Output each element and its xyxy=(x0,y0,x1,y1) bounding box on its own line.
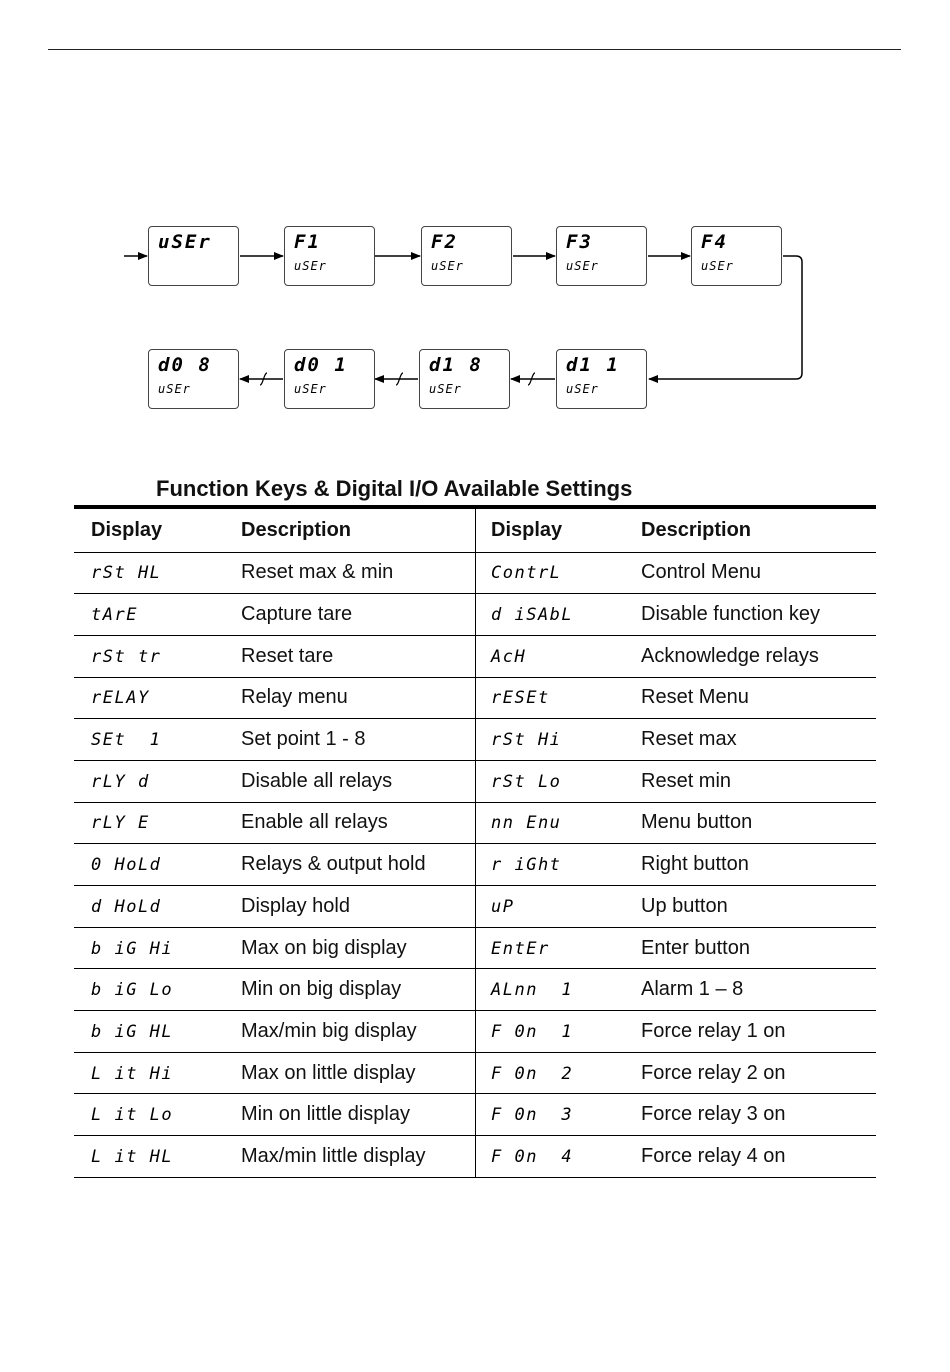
seven-segment-code: ALnn 1 xyxy=(491,980,574,1001)
display-sub-text: uSEr xyxy=(429,382,462,396)
display-main-text: d0 1 xyxy=(294,354,348,376)
display-d08 xyxy=(148,349,239,409)
table-row xyxy=(74,1011,876,1053)
cell-display-code xyxy=(74,969,241,1011)
cell-description: Force relay 4 on xyxy=(641,1136,876,1178)
display-main-text: F4 xyxy=(701,231,728,253)
display-main-text: d0 8 xyxy=(158,354,212,376)
cell-display-code xyxy=(74,844,241,886)
header-description: Description xyxy=(241,507,476,552)
seven-segment-code: nn Enu xyxy=(491,813,562,834)
display-main-text: F1 xyxy=(294,231,321,253)
display-sub-text: uSEr xyxy=(431,259,464,273)
cell-description: Disable all relays xyxy=(241,760,476,802)
cell-description: Force relay 1 on xyxy=(641,1011,876,1053)
settings-table xyxy=(74,505,876,1178)
seven-segment-code: F 0n 2 xyxy=(491,1063,574,1084)
display-d01 xyxy=(284,349,375,409)
display-f3 xyxy=(556,226,647,286)
cell-display-code xyxy=(476,927,642,969)
table-row xyxy=(74,635,876,677)
display-d11 xyxy=(556,349,647,409)
display-main-text: d1 1 xyxy=(566,354,620,376)
cell-display-code xyxy=(74,1052,241,1094)
cell-description: Reset max & min xyxy=(241,552,476,594)
seven-segment-code: tArE xyxy=(91,605,138,626)
seven-segment-code: L it HL xyxy=(91,1146,174,1167)
cell-display-code xyxy=(476,886,642,928)
display-f2 xyxy=(421,226,512,286)
display-sub-text: uSEr xyxy=(566,259,599,273)
seven-segment-code: 0 HoLd xyxy=(91,855,162,876)
cell-display-code xyxy=(74,594,241,636)
seven-segment-code: SEt 1 xyxy=(91,730,162,751)
cell-display-code xyxy=(74,677,241,719)
header-display: Display xyxy=(476,507,642,552)
seven-segment-code: AcH xyxy=(491,646,527,667)
cell-description: Force relay 2 on xyxy=(641,1052,876,1094)
cell-description: Enable all relays xyxy=(241,802,476,844)
seven-segment-code: d iSAbL xyxy=(491,605,574,626)
seven-segment-code: L it Lo xyxy=(91,1105,174,1126)
seven-segment-code: rSt HL xyxy=(91,563,162,584)
cell-description: Up button xyxy=(641,886,876,928)
cell-display-code xyxy=(476,802,642,844)
cell-display-code xyxy=(476,719,642,761)
header-description: Description xyxy=(641,507,876,552)
cell-description: Relays & output hold xyxy=(241,844,476,886)
cell-description: Reset max xyxy=(641,719,876,761)
cell-display-code xyxy=(476,760,642,802)
seven-segment-code: F 0n 3 xyxy=(491,1105,574,1126)
display-main-text: d1 8 xyxy=(429,354,483,376)
cell-display-code xyxy=(476,594,642,636)
cell-display-code xyxy=(476,969,642,1011)
menu-flow-diagram xyxy=(0,0,950,440)
cell-display-code xyxy=(476,1052,642,1094)
table-row xyxy=(74,886,876,928)
cell-description: Max/min little display xyxy=(241,1136,476,1178)
cell-display-code xyxy=(74,1136,241,1178)
cell-display-code xyxy=(476,677,642,719)
cell-display-code xyxy=(476,552,642,594)
seven-segment-code: F 0n 4 xyxy=(491,1146,574,1167)
seven-segment-code: L it Hi xyxy=(91,1063,174,1084)
cell-description: Control Menu xyxy=(641,552,876,594)
display-f1 xyxy=(284,226,375,286)
seven-segment-code: rELAY xyxy=(91,688,150,709)
cell-description: Enter button xyxy=(641,927,876,969)
display-sub-text: uSEr xyxy=(701,259,734,273)
cell-display-code xyxy=(476,1136,642,1178)
seven-segment-code: r iGht xyxy=(491,855,562,876)
seven-segment-code: b iG HL xyxy=(91,1021,174,1042)
cell-display-code xyxy=(74,760,241,802)
cell-display-code xyxy=(476,1094,642,1136)
table-row xyxy=(74,552,876,594)
cell-description: Reset min xyxy=(641,760,876,802)
seven-segment-code: EntEr xyxy=(491,938,550,959)
cell-display-code xyxy=(74,552,241,594)
cell-display-code xyxy=(476,844,642,886)
table-row xyxy=(74,1052,876,1094)
display-main-text: F2 xyxy=(431,231,458,253)
cell-description: Menu button xyxy=(641,802,876,844)
table-title: Function Keys & Digital I/O Available Settings xyxy=(156,476,633,501)
cell-description: Reset tare xyxy=(241,635,476,677)
cell-description: Alarm 1 – 8 xyxy=(641,969,876,1011)
display-sub-text: uSEr xyxy=(294,382,327,396)
seven-segment-code: b iG Hi xyxy=(91,938,174,959)
seven-segment-code: rLY d xyxy=(91,771,150,792)
table-row xyxy=(74,844,876,886)
table-header-row xyxy=(74,507,876,552)
display-main-text: F3 xyxy=(566,231,593,253)
seven-segment-code: rLY E xyxy=(91,813,150,834)
seven-segment-code: d HoLd xyxy=(91,896,162,917)
cell-display-code xyxy=(74,927,241,969)
cell-description: Set point 1 - 8 xyxy=(241,719,476,761)
table-row xyxy=(74,927,876,969)
cell-description: Capture tare xyxy=(241,594,476,636)
cell-description: Force relay 3 on xyxy=(641,1094,876,1136)
cell-display-code xyxy=(74,719,241,761)
display-main-text: uSEr xyxy=(158,231,212,253)
cell-description: Max on little display xyxy=(241,1052,476,1094)
cell-description: Min on little display xyxy=(241,1094,476,1136)
display-sub-text: uSEr xyxy=(294,259,327,273)
table-row xyxy=(74,969,876,1011)
display-sub-text: uSEr xyxy=(158,382,191,396)
seven-segment-code: b iG Lo xyxy=(91,980,174,1001)
table-row xyxy=(74,677,876,719)
display-d18 xyxy=(419,349,510,409)
table-row xyxy=(74,719,876,761)
table-row xyxy=(74,760,876,802)
header-display: Display xyxy=(74,507,241,552)
cell-description: Max/min big display xyxy=(241,1011,476,1053)
table-row xyxy=(74,1094,876,1136)
seven-segment-code: rSt Hi xyxy=(491,730,562,751)
cell-description: Disable function key xyxy=(641,594,876,636)
display-f4 xyxy=(691,226,782,286)
cell-description: Display hold xyxy=(241,886,476,928)
cell-display-code xyxy=(74,886,241,928)
table-row xyxy=(74,802,876,844)
table-row xyxy=(74,594,876,636)
cell-description: Min on big display xyxy=(241,969,476,1011)
display-user xyxy=(148,226,239,286)
cell-description: Right button xyxy=(641,844,876,886)
seven-segment-code: rESEt xyxy=(491,688,550,709)
cell-display-code xyxy=(74,1011,241,1053)
seven-segment-code: uP xyxy=(491,896,515,917)
seven-segment-code: rSt Lo xyxy=(491,771,562,792)
cell-display-code xyxy=(476,1011,642,1053)
cell-display-code xyxy=(74,1094,241,1136)
cell-description: Reset Menu xyxy=(641,677,876,719)
table-row xyxy=(74,1136,876,1178)
cell-description: Max on big display xyxy=(241,927,476,969)
cell-description: Acknowledge relays xyxy=(641,635,876,677)
cell-display-code xyxy=(476,635,642,677)
seven-segment-code: ContrL xyxy=(491,563,562,584)
seven-segment-code: rSt tr xyxy=(91,646,162,667)
display-sub-text: uSEr xyxy=(566,382,599,396)
seven-segment-code: F 0n 1 xyxy=(491,1021,574,1042)
cell-display-code xyxy=(74,802,241,844)
cell-description: Relay menu xyxy=(241,677,476,719)
cell-display-code xyxy=(74,635,241,677)
